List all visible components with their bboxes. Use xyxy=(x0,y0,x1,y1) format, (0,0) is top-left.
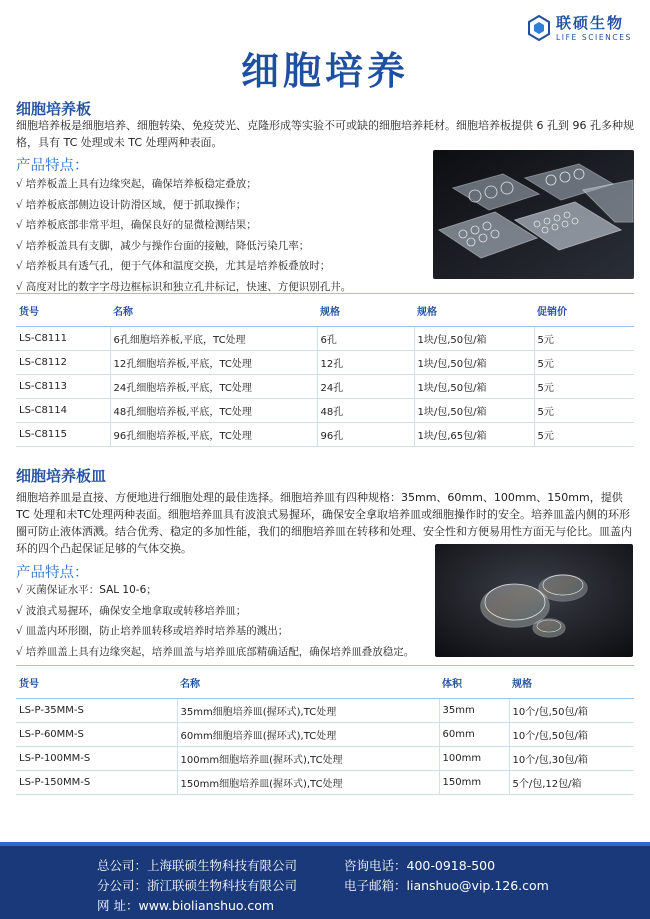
table-row xyxy=(16,771,634,795)
table-cell: LS-C8112 xyxy=(16,351,110,375)
brand-name-en: LIFE SCIENCES xyxy=(556,33,632,42)
col-header: 名称 xyxy=(110,294,317,327)
table-row xyxy=(16,351,634,375)
table-cell: 24孔 xyxy=(317,375,414,399)
feature-item: √ 皿盖内环形圈，防止培养皿转移或培养时培养基的溅出； xyxy=(16,625,289,637)
table-cell: 1块/包,65包/箱 xyxy=(414,423,534,447)
feature-item: √ 培养板底部侧边设计防滑区域，便于抓取操作； xyxy=(16,198,247,211)
table-cell: 1块/包,50包/箱 xyxy=(414,327,534,351)
table-cell: 10个/包,50包/箱 xyxy=(509,699,634,723)
check-icon: √ xyxy=(16,625,23,637)
section1-title: 细胞培养板 xyxy=(16,100,92,118)
plates-table xyxy=(16,293,634,447)
table-cell: 5元 xyxy=(534,375,634,399)
table-row xyxy=(16,723,634,747)
table-cell: LS-C8115 xyxy=(16,423,110,447)
table-cell: 60mm xyxy=(439,723,509,747)
table-cell: LS-P-100MM-S xyxy=(16,747,177,771)
table-cell: 48孔细胞培养板,平底，TC处理 xyxy=(110,399,317,423)
check-icon: √ xyxy=(16,584,23,596)
col-header: 规格 xyxy=(317,294,414,327)
table-cell: LS-P-60MM-S xyxy=(16,723,177,747)
col-header: 体积 xyxy=(439,666,509,699)
col-header: 货号 xyxy=(16,666,177,699)
table-cell: 5元 xyxy=(534,399,634,423)
footer-branch: 分公司：浙江联硕生物科技有限公司 xyxy=(97,878,298,893)
table-cell: 1块/包,50包/箱 xyxy=(414,399,534,423)
section2-feature-list xyxy=(16,580,414,662)
table-cell: 6孔 xyxy=(317,327,414,351)
table-cell: LS-C8113 xyxy=(16,375,110,399)
feature-item: √ 波浪式易握环，确保安全地拿取或转移培养皿； xyxy=(16,604,247,617)
table-cell: 12孔 xyxy=(317,351,414,375)
table-row xyxy=(16,699,634,723)
table-cell: LS-P-35MM-S xyxy=(16,699,177,723)
check-icon: √ xyxy=(16,178,23,190)
col-header: 名称 xyxy=(177,666,439,699)
section2-features-title: 产品特点： xyxy=(16,565,89,581)
table-cell: 5元 xyxy=(534,351,634,375)
table-cell: 96孔细胞培养板,平底，TC处理 xyxy=(110,423,317,447)
check-icon: √ xyxy=(16,280,23,293)
feature-item: √ 培养板盖具有支脚，减少与操作台面的接触，降低污染几率； xyxy=(16,239,310,252)
check-icon: √ xyxy=(16,260,23,272)
culture-dishes-photo xyxy=(435,544,633,657)
section1-intro: 细胞培养板是细胞培养、细胞转染、免疫荧光、克隆形成等实验不可或缺的细胞培养耗材。细胞培养板提供 6 孔到 96 孔多种规格，具有 TC 处理或未 TC 处理两种表面。 xyxy=(16,119,634,149)
section2-title: 细胞培养板皿 xyxy=(16,467,107,485)
col-header: 货号 xyxy=(16,294,110,327)
table-cell: 6孔细胞培养板,平底，TC处理 xyxy=(110,327,317,351)
brand-mark-icon xyxy=(528,15,550,41)
table-cell: 1块/包,50包/箱 xyxy=(414,351,534,375)
check-icon: √ xyxy=(16,198,23,211)
feature-item: √ 培养板具有透气孔，便于气体和温度交换，尤其是培养板叠放时； xyxy=(16,260,331,272)
culture-plates-photo xyxy=(433,150,634,279)
contact-footer xyxy=(0,842,650,919)
table-cell: LS-P-150MM-S xyxy=(16,771,177,795)
col-header: 规格 xyxy=(414,294,534,327)
table-row xyxy=(16,375,634,399)
footer-phone: 咨询电话：400-0918-500 xyxy=(344,858,496,873)
table-cell: 150mm细胞培养皿(握环式),TC处理 xyxy=(177,771,439,795)
table-cell: 60mm细胞培养皿(握环式),TC处理 xyxy=(177,723,439,747)
table-cell: 96孔 xyxy=(317,423,414,447)
table-cell: 10个/包,30包/箱 xyxy=(509,747,634,771)
dishes-table xyxy=(16,665,634,795)
table-cell: 10个/包,50包/箱 xyxy=(509,723,634,747)
table-row xyxy=(16,747,634,771)
section2-intro: 细胞培养皿是直接、方便地进行细胞处理的最佳选择。细胞培养皿有四种规格：35mm、60mm、100mm、150mm，提供 TC 处理和未TC处理两种表面。细胞培养皿具有波浪式易握环，确保安全拿取培养皿或细胞操作时的安全。培养皿盖内侧的环形圈可防止液体洒溅。结合优秀、稳定的多加性能，我们的细胞培养皿在转移和处理、安全性和方便易用性方面无与伦比。皿盖内环的四个凸起保证足够的气体交换。 xyxy=(16,491,632,555)
table-header-row xyxy=(16,666,634,699)
table-row xyxy=(16,423,634,447)
footer-stripe xyxy=(0,842,650,846)
table-cell: 5元 xyxy=(534,423,634,447)
table-cell: 12孔细胞培养板,平底，TC处理 xyxy=(110,351,317,375)
table-cell: 5个/包,12包/箱 xyxy=(509,771,634,795)
footer-email[interactable]: 电子邮箱：lianshuo@vip.126.com xyxy=(344,878,549,893)
feature-item: √ 灭菌保证水平：SAL 10-6； xyxy=(16,584,157,596)
check-icon: √ xyxy=(16,645,23,658)
table-cell: 100mm xyxy=(439,747,509,771)
table-cell: 100mm细胞培养皿(握环式),TC处理 xyxy=(177,747,439,771)
table-row xyxy=(16,327,634,351)
table-cell: 24孔细胞培养板,平底，TC处理 xyxy=(110,375,317,399)
check-icon: √ xyxy=(16,239,23,252)
check-icon: √ xyxy=(16,604,23,617)
feature-item: √ 培养皿盖上具有边缘突起，培养皿盖与培养皿底部精确适配，确保培养皿叠放稳定。 xyxy=(16,645,415,658)
col-header: 规格 xyxy=(509,666,634,699)
footer-website[interactable]: 网 址：www.biolianshuo.com xyxy=(97,898,275,913)
table-row xyxy=(16,399,634,423)
table-cell: LS-C8114 xyxy=(16,399,110,423)
section1-feature-list xyxy=(16,174,351,297)
col-header: 促销价 xyxy=(534,294,634,327)
table-cell: LS-C8111 xyxy=(16,327,110,351)
table-cell: 5元 xyxy=(534,327,634,351)
table-cell: 1块/包,50包/箱 xyxy=(414,375,534,399)
brand-name-cn: 联硕生物 xyxy=(556,14,625,32)
table-cell: 48孔 xyxy=(317,399,414,423)
table-cell: 35mm细胞培养皿(握环式),TC处理 xyxy=(177,699,439,723)
feature-item: √ 培养板盖上具有边缘突起，确保培养板稳定叠放； xyxy=(16,178,257,190)
table-header-row xyxy=(16,294,634,327)
table-cell: 35mm xyxy=(439,699,509,723)
section1-features-title: 产品特点： xyxy=(16,158,89,174)
page-title: 细胞培养 xyxy=(240,49,409,93)
footer-hq: 总公司：上海联硕生物科技有限公司 xyxy=(97,858,298,873)
check-icon: √ xyxy=(16,219,23,231)
feature-item: √ 高度对比的数字字母边框标识和独立孔井标记，快速、方便识别孔井。 xyxy=(16,280,352,293)
table-cell: 150mm xyxy=(439,771,509,795)
feature-item: √ 培养板底部非常平坦，确保良好的显微检测结果； xyxy=(16,219,257,231)
